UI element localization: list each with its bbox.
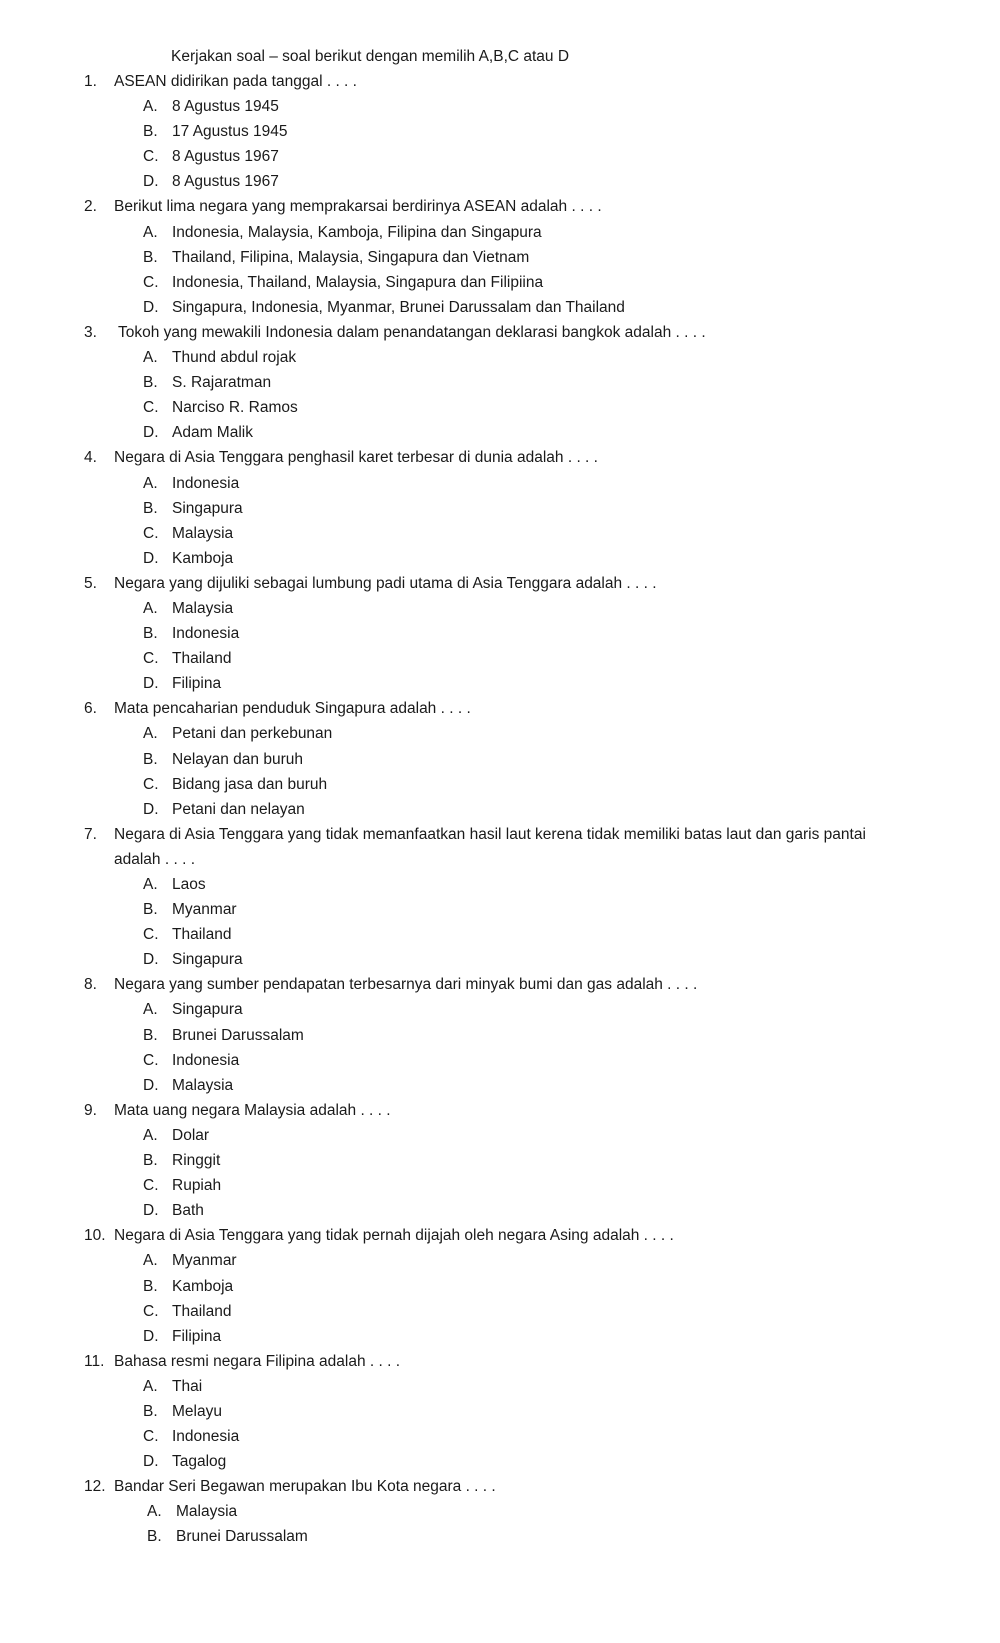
answer-option-c[interactable]	[84, 646, 914, 671]
option-letter: B.	[143, 1026, 158, 1044]
option-text: Rupiah	[172, 1177, 222, 1195]
answer-option-a[interactable]	[84, 1499, 914, 1524]
question-text: Negara yang sumber pendapatan terbesarnya dari minyak bumi dan gas adalah . . . .	[114, 976, 698, 994]
option-letter: A.	[143, 725, 158, 743]
option-letter: A.	[147, 1503, 162, 1521]
question-number: 9.	[84, 1101, 97, 1119]
option-text: 17 Agustus 1945	[172, 123, 288, 141]
answer-option-d[interactable]	[84, 947, 914, 972]
option-letter: C.	[143, 650, 159, 668]
answer-option-b[interactable]	[84, 747, 914, 772]
answer-options	[84, 1248, 914, 1348]
answer-option-b[interactable]	[84, 1274, 914, 1299]
question-text: Negara di Asia Tenggara yang tidak pernah dijajah oleh negara Asing adalah . . . .	[114, 1227, 674, 1245]
option-text: Bidang jasa dan buruh	[172, 775, 328, 793]
option-letter: A.	[143, 349, 158, 367]
option-text: Dolar	[172, 1126, 210, 1144]
answer-option-b[interactable]	[84, 1524, 914, 1549]
question-text: Berikut lima negara yang memprakarsai berdirinya ASEAN adalah . . . .	[114, 198, 602, 216]
question-9	[84, 1098, 914, 1223]
option-letter: D.	[143, 298, 159, 316]
answer-option-b[interactable]	[84, 245, 914, 270]
question-text: Bandar Seri Begawan merupakan Ibu Kota negara . . . .	[114, 1478, 496, 1496]
answer-option-c[interactable]	[84, 772, 914, 797]
answer-option-a[interactable]	[84, 220, 914, 245]
answer-options	[84, 1499, 914, 1549]
answer-option-d[interactable]	[84, 546, 914, 571]
option-text: Singapura, Indonesia, Myanmar, Brunei Darussalam dan Thailand	[172, 298, 625, 316]
option-letter: D.	[143, 1076, 159, 1094]
option-text: Singapura	[172, 1001, 243, 1019]
answer-option-c[interactable]	[84, 144, 914, 169]
question-6	[84, 696, 914, 821]
question-3	[84, 320, 914, 445]
option-text: Filipina	[172, 1327, 222, 1345]
answer-option-d[interactable]	[84, 671, 914, 696]
option-letter: D.	[143, 424, 159, 442]
option-letter: C.	[143, 399, 159, 417]
option-text: Malaysia	[172, 1076, 234, 1094]
option-letter: D.	[143, 675, 159, 693]
option-text: Brunei Darussalam	[176, 1528, 308, 1546]
answer-option-b[interactable]	[84, 1023, 914, 1048]
option-letter: B.	[143, 625, 158, 643]
option-text: Bath	[172, 1202, 204, 1220]
option-letter: B.	[143, 499, 158, 517]
answer-options	[84, 94, 914, 194]
answer-options	[84, 345, 914, 445]
answer-option-d[interactable]	[84, 1073, 914, 1098]
question-text: Mata uang negara Malaysia adalah . . . .	[114, 1101, 391, 1119]
option-text: Kamboja	[172, 549, 234, 567]
question-number: 4.	[84, 449, 97, 467]
question-10	[84, 1223, 914, 1348]
question-number: 7.	[84, 825, 97, 843]
answer-option-c[interactable]	[84, 922, 914, 947]
question-1	[84, 69, 914, 194]
answer-option-c[interactable]	[84, 1299, 914, 1324]
option-text: Indonesia	[172, 625, 240, 643]
option-letter: B.	[143, 1277, 158, 1295]
question-2	[84, 194, 914, 319]
option-text: Thai	[172, 1377, 203, 1395]
answer-option-d[interactable]	[84, 1324, 914, 1349]
option-text: Indonesia, Malaysia, Kamboja, Filipina dan Singapura	[172, 223, 542, 241]
question-number: 12.	[84, 1478, 106, 1496]
answer-option-a[interactable]	[84, 1248, 914, 1273]
answer-option-b[interactable]	[84, 897, 914, 922]
option-letter: B.	[143, 123, 158, 141]
answer-option-c[interactable]	[84, 1048, 914, 1073]
answer-option-d[interactable]	[84, 797, 914, 822]
answer-option-d[interactable]	[84, 420, 914, 445]
answer-options	[84, 1374, 914, 1474]
answer-options	[84, 596, 914, 696]
answer-options	[84, 721, 914, 821]
question-text: Bahasa resmi negara Filipina adalah . . . .	[114, 1352, 401, 1370]
option-text: Melayu	[172, 1402, 222, 1420]
option-letter: D.	[143, 1327, 159, 1345]
answer-option-c[interactable]	[84, 270, 914, 295]
option-text: Singapura	[172, 951, 243, 969]
option-letter: C.	[143, 148, 159, 166]
answer-option-d[interactable]	[84, 1449, 914, 1474]
option-text: Singapura	[172, 499, 243, 517]
option-text: Kamboja	[172, 1277, 234, 1295]
question-number: 3.	[84, 323, 97, 341]
answer-options	[84, 872, 914, 972]
option-text: Tagalog	[172, 1453, 227, 1471]
answer-option-a[interactable]	[84, 721, 914, 746]
option-text: Thailand	[172, 926, 232, 944]
answer-option-d[interactable]	[84, 1198, 914, 1223]
question-text: Tokoh yang mewakili Indonesia dalam penandatangan deklarasi bangkok adalah . . . .	[118, 323, 706, 341]
question-8	[84, 972, 914, 1097]
option-letter: B.	[143, 374, 158, 392]
option-text: Indonesia, Thailand, Malaysia, Singapura dan Filipiina	[172, 273, 544, 291]
option-letter: A.	[143, 1126, 158, 1144]
answer-option-a[interactable]	[84, 872, 914, 897]
option-text: 8 Agustus 1967	[172, 173, 279, 191]
answer-option-a[interactable]	[84, 1374, 914, 1399]
answer-option-c[interactable]	[84, 395, 914, 420]
option-text: Ringgit	[172, 1152, 221, 1170]
option-text: Thund abdul rojak	[172, 349, 297, 367]
answer-option-c[interactable]	[84, 1424, 914, 1449]
option-letter: C.	[143, 1177, 159, 1195]
question-text: Negara yang dijuliki sebagai lumbung padi utama di Asia Tenggara adalah . . . .	[114, 574, 657, 592]
option-text: Malaysia	[172, 524, 234, 542]
option-letter: B.	[143, 1152, 158, 1170]
option-letter: C.	[143, 926, 159, 944]
option-text: Filipina	[172, 675, 222, 693]
answer-options	[84, 1123, 914, 1223]
option-letter: D.	[143, 951, 159, 969]
question-number: 11.	[84, 1352, 105, 1370]
option-text: Myanmar	[172, 1252, 237, 1270]
answer-option-b[interactable]	[84, 1148, 914, 1173]
answer-option-c[interactable]	[84, 1173, 914, 1198]
question-text: Negara di Asia Tenggara yang tidak memanfaatkan hasil laut kerena tidak memiliki batas laut dan garis pantai	[114, 825, 866, 843]
option-letter: B.	[147, 1528, 162, 1546]
option-text: Laos	[172, 876, 206, 893]
option-letter: A.	[143, 1001, 158, 1019]
answer-option-b[interactable]	[84, 496, 914, 521]
option-text: Malaysia	[176, 1503, 238, 1521]
answer-option-d[interactable]	[84, 169, 914, 194]
question-text: Negara di Asia Tenggara penghasil karet terbesar di dunia adalah . . . .	[114, 449, 598, 467]
option-letter: C.	[143, 1302, 159, 1320]
question-number: 2.	[84, 198, 97, 216]
question-12	[84, 1474, 914, 1549]
option-letter: B.	[143, 1402, 158, 1420]
question-number: 5.	[84, 574, 97, 592]
instruction-text: Kerjakan soal – soal berikut dengan memilih A,B,C atau D	[171, 48, 570, 65]
option-text: Brunei Darussalam	[172, 1026, 304, 1044]
option-letter: A.	[143, 223, 158, 241]
option-letter: B.	[143, 750, 158, 768]
answer-option-b[interactable]	[84, 1399, 914, 1424]
option-text: Nelayan dan buruh	[172, 750, 303, 768]
option-letter: D.	[143, 1202, 159, 1220]
option-text: Malaysia	[172, 599, 234, 617]
option-letter: A.	[143, 876, 158, 893]
option-letter: C.	[143, 273, 159, 291]
question-7	[84, 822, 914, 973]
answer-option-a[interactable]	[84, 1123, 914, 1148]
answer-option-b[interactable]	[84, 370, 914, 395]
question-number: 8.	[84, 976, 97, 994]
option-text: Thailand	[172, 650, 232, 668]
answer-option-b[interactable]	[84, 621, 914, 646]
option-text: Thailand	[172, 1302, 232, 1320]
answer-option-a[interactable]	[84, 345, 914, 370]
answer-options	[84, 997, 914, 1097]
question-text: Mata pencaharian penduduk Singapura adalah . . . .	[114, 700, 471, 718]
answer-option-a[interactable]	[84, 596, 914, 621]
option-text: Indonesia	[172, 1428, 240, 1446]
option-text: 8 Agustus 1945	[172, 98, 279, 116]
answer-option-a[interactable]	[84, 997, 914, 1022]
answer-option-d[interactable]	[84, 295, 914, 320]
answer-option-a[interactable]	[84, 471, 914, 496]
answer-option-a[interactable]	[84, 94, 914, 119]
option-text: S. Rajaratman	[172, 374, 272, 392]
question-5	[84, 571, 914, 696]
option-letter: D.	[143, 800, 159, 818]
option-text: Petani dan perkebunan	[172, 725, 333, 743]
option-letter: A.	[143, 1252, 158, 1270]
question-text-continuation: adalah . . . .	[114, 850, 195, 868]
answer-option-c[interactable]	[84, 521, 914, 546]
option-text: Myanmar	[172, 901, 237, 919]
question-number: 6.	[84, 700, 97, 718]
question-4	[84, 445, 914, 570]
option-letter: A.	[143, 1377, 158, 1395]
option-letter: B.	[143, 901, 158, 919]
question-number: 1.	[84, 73, 97, 90]
option-text: Narciso R. Ramos	[172, 399, 298, 417]
option-letter: C.	[143, 524, 159, 542]
question-11	[84, 1349, 914, 1474]
option-letter: D.	[143, 173, 159, 191]
option-text: Indonesia	[172, 474, 240, 492]
option-letter: C.	[143, 1428, 159, 1446]
answer-options	[84, 471, 914, 571]
question-list	[84, 69, 914, 1550]
answer-option-b[interactable]	[84, 119, 914, 144]
option-text: Petani dan nelayan	[172, 800, 305, 818]
option-text: Indonesia	[172, 1051, 240, 1069]
option-text: Adam Malik	[172, 424, 253, 442]
option-letter: D.	[143, 549, 159, 567]
option-text: 8 Agustus 1967	[172, 148, 279, 166]
question-text: ASEAN didirikan pada tanggal . . . .	[114, 73, 357, 90]
option-letter: C.	[143, 775, 159, 793]
option-letter: C.	[143, 1051, 159, 1069]
option-letter: B.	[143, 248, 158, 266]
option-text: Thailand, Filipina, Malaysia, Singapura dan Vietnam	[172, 248, 530, 266]
answer-options	[84, 220, 914, 320]
option-letter: A.	[143, 474, 158, 492]
question-number: 10.	[84, 1227, 106, 1245]
option-letter: A.	[143, 98, 158, 116]
option-letter: D.	[143, 1453, 159, 1471]
option-letter: A.	[143, 599, 158, 617]
